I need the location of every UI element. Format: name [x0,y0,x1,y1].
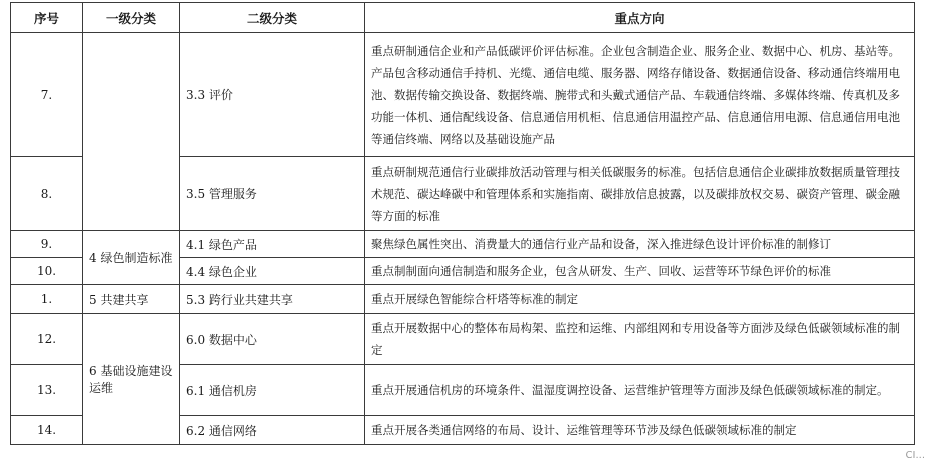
row-level2: 4.4 绿色企业 [180,258,365,285]
row-seq: 10. [11,258,83,285]
row-seq: 13. [11,365,83,416]
standards-table [10,2,915,445]
row-seq: 8. [11,157,83,231]
row-level1: 6 基础设施建设运维 [83,314,180,445]
table-row [11,33,915,157]
row-seq: 9. [11,231,83,258]
row-level2: 6.2 通信网络 [180,416,365,445]
row-focus: 重点开展数据中心的整体布局构架、监控和运维、内部组网和专用设备等方面涉及绿色低碳领域标准的制定 [365,314,915,365]
table-row [11,285,915,314]
header-level1: 一级分类 [83,3,180,33]
header-focus: 重点方向 [365,3,915,33]
row-level2: 6.1 通信机房 [180,365,365,416]
row-level2: 4.1 绿色产品 [180,231,365,258]
row-seq: 1. [11,285,83,314]
table-header-row [11,3,915,33]
row-focus: 重点研制规范通信行业碳排放活动管理与相关低碳服务的标准。包括信息通信企业碳排放数据质量管理技术规范、碳达峰碳中和管理体系和实施指南、碳排放信息披露，以及碳排放权交易、碳资产管理、碳金融等方面的标准 [365,157,915,231]
row-seq: 14. [11,416,83,445]
row-focus: 重点开展通信机房的环境条件、温湿度调控设备、运营维护管理等方面涉及绿色低碳领域标准的制定。 [365,365,915,416]
row-level1: 4 绿色制造标准 [83,231,180,285]
row-focus: 重点开展绿色智能综合杆塔等标准的制定 [365,285,915,314]
watermark: CI... [905,450,925,461]
row-seq: 7. [11,33,83,157]
row-focus: 重点制制面向通信制造和服务企业，包含从研发、生产、回收、运营等环节绿色评价的标准 [365,258,915,285]
row-focus: 重点开展各类通信网络的布局、设计、运维管理等环节涉及绿色低碳领域标准的制定 [365,416,915,445]
row-level1: 5 共建共享 [83,285,180,314]
row-focus: 重点研制通信企业和产品低碳评价评估标准。企业包含制造企业、服务企业、数据中心、机房、基站等。产品包含移动通信手持机、光缆、通信电缆、服务器、网络存储设备、数据通信设备、移动通信终端用电池、数据传输交换设备、数据终端、腕带式和头戴式通信产品、车载通信终端、多媒体终端、传真机及多功能一体机、通信配线设备、信息通信用机柜、信息通信用温控产品、信息通信用电源、信息通信用电池等通信终端、网络以及基础设施产品 [365,33,915,157]
row-level2: 3.3 评价 [180,33,365,157]
table-row [11,314,915,365]
row-level2: 6.0 数据中心 [180,314,365,365]
row-focus: 聚焦绿色属性突出、消费量大的通信行业产品和设备，深入推进绿色设计评价标准的制修订 [365,231,915,258]
row-level2: 5.3 跨行业共建共享 [180,285,365,314]
row-seq: 12. [11,314,83,365]
row-level1 [83,33,180,231]
header-level2: 二级分类 [180,3,365,33]
header-seq: 序号 [11,3,83,33]
row-level2: 3.5 管理服务 [180,157,365,231]
table-row [11,231,915,258]
